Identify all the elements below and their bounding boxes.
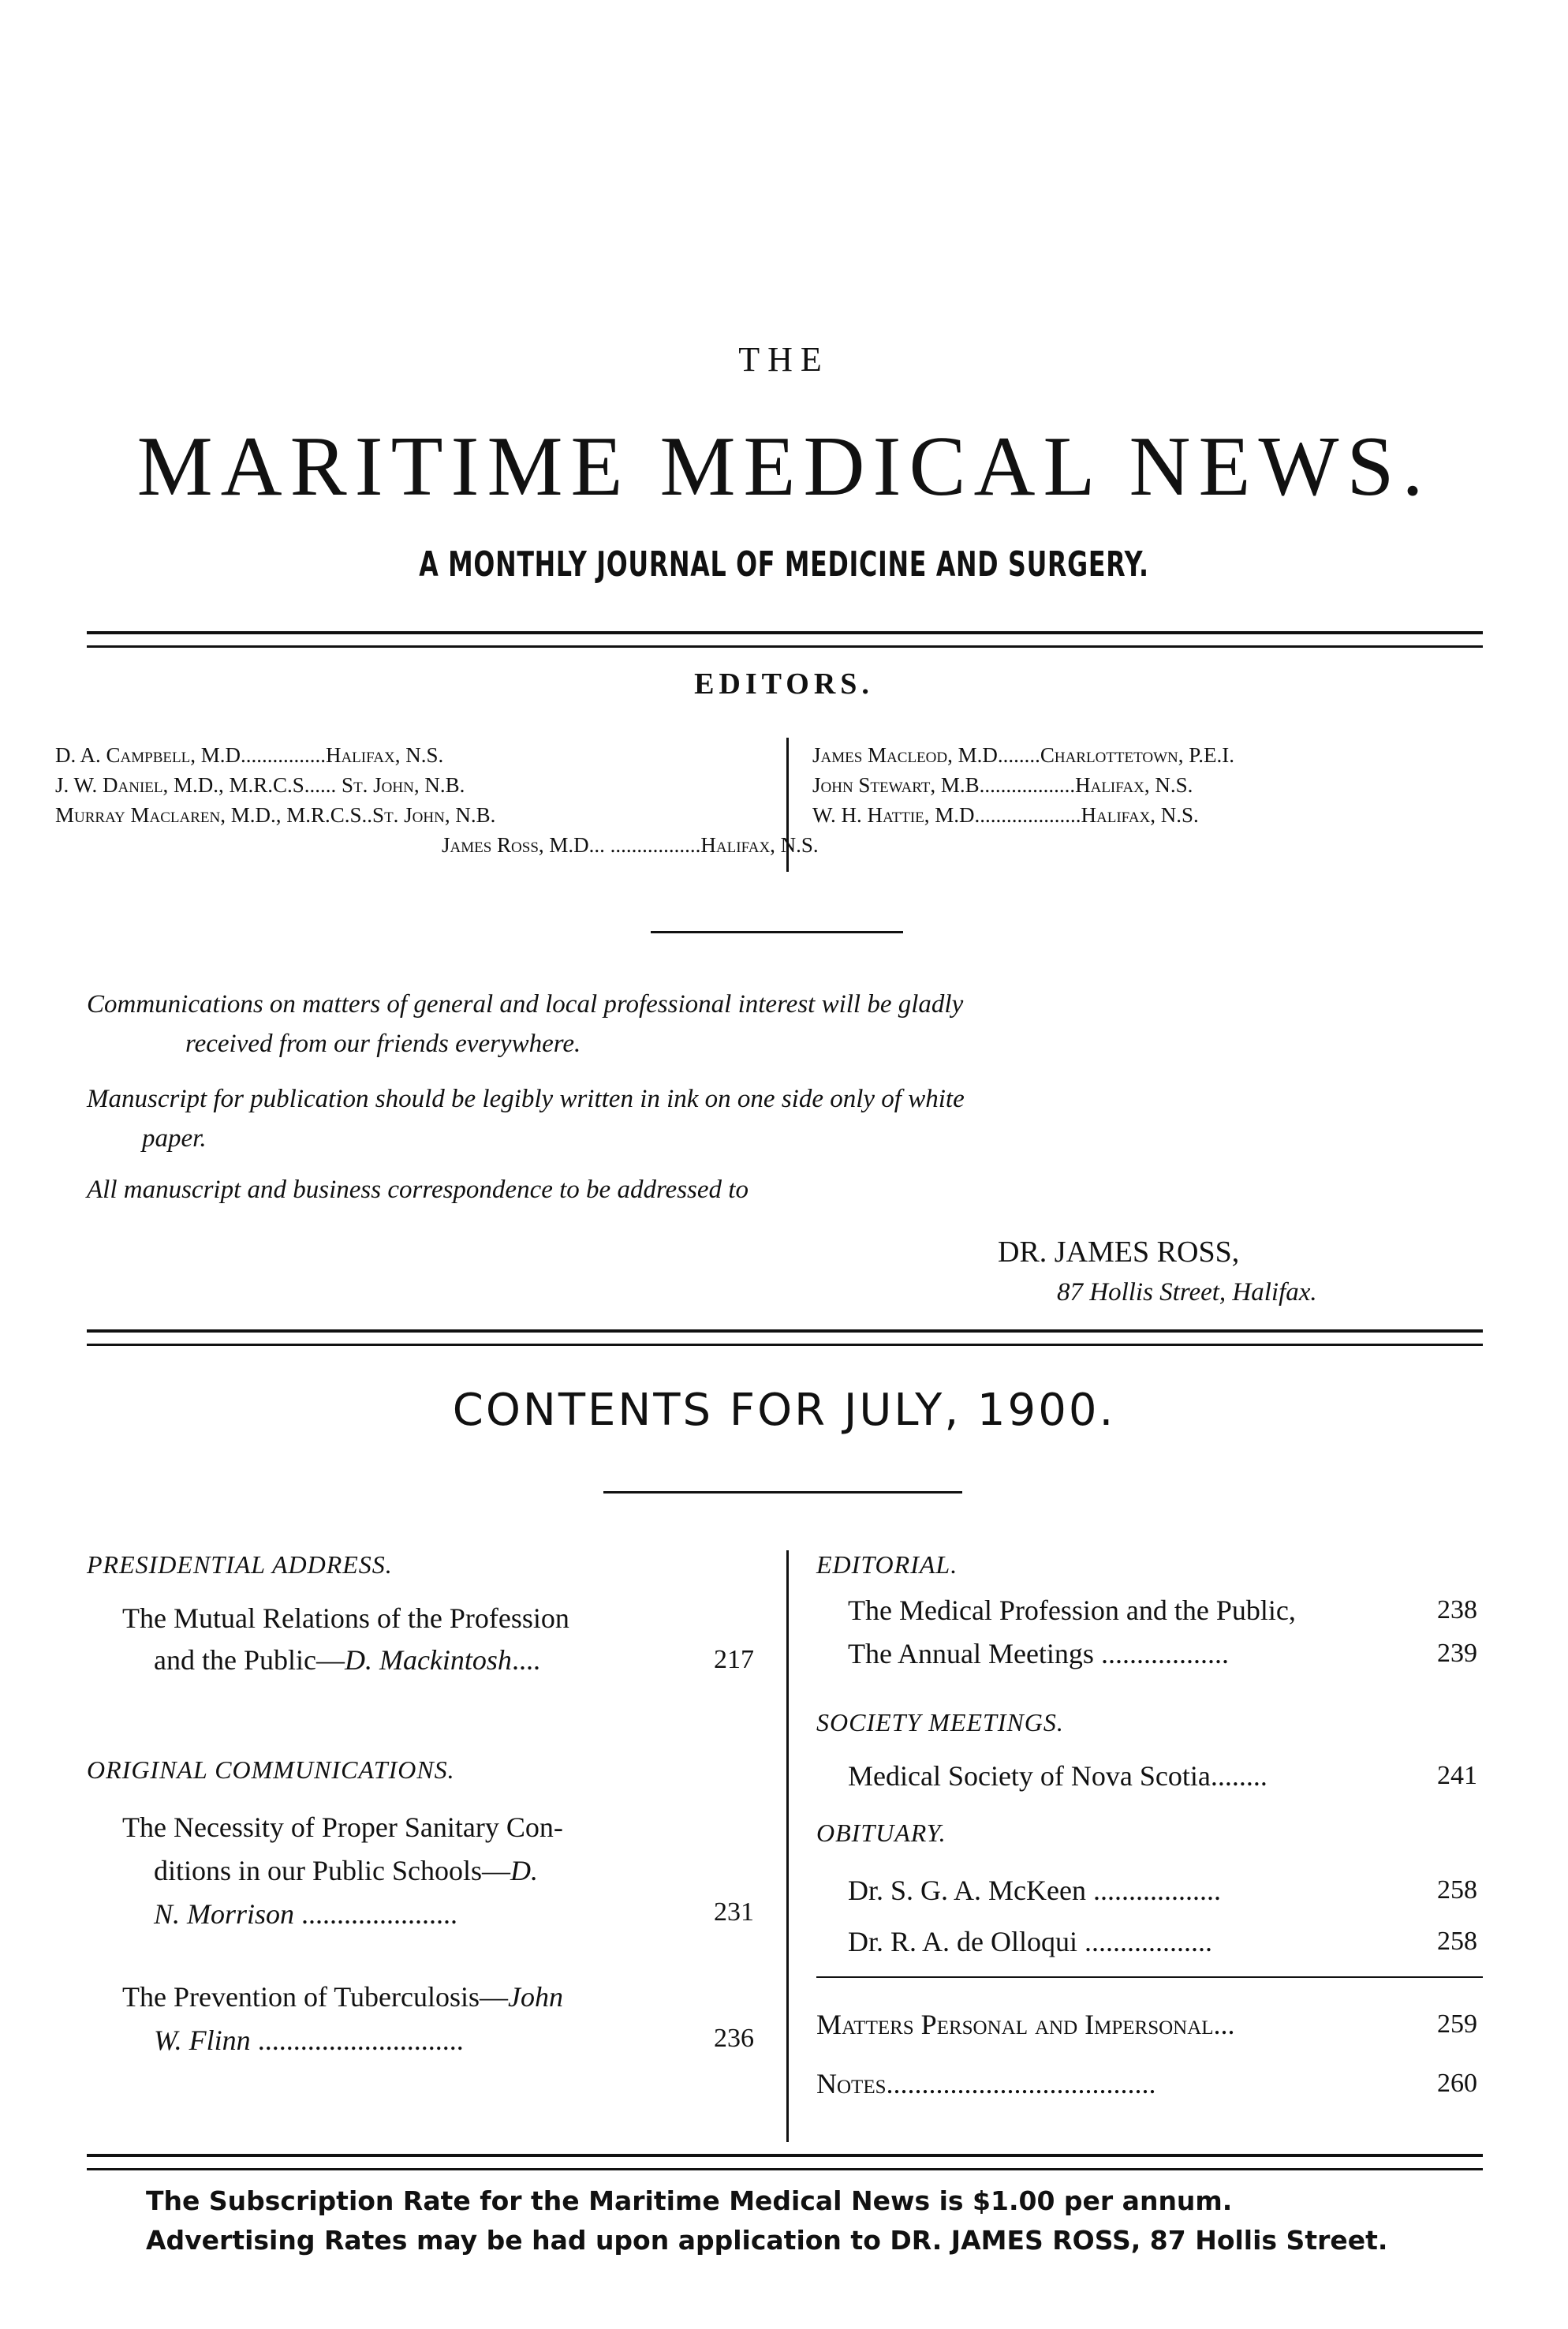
- toc-entry-author: John: [507, 1981, 563, 2013]
- toc-entry-author: D.: [510, 1855, 539, 1886]
- section-editorial: EDITORIAL.: [816, 1550, 958, 1579]
- toc-entry-text: and the Public—: [154, 1644, 345, 1676]
- toc-page-236: 236: [714, 2024, 754, 2053]
- toc-entry-tuberculosis-line1: [122, 1980, 563, 2013]
- toc-page-241: 241: [1437, 1761, 1477, 1790]
- contents-short-rule: [603, 1491, 962, 1493]
- toc-entry-author: N. Morrison: [154, 1898, 295, 1930]
- masthead-the: THE: [738, 340, 830, 379]
- section-obituary: OBITUARY.: [816, 1819, 946, 1847]
- section-original-communications: ORIGINAL COMMUNICATIONS.: [87, 1755, 455, 1784]
- toc-entry-matters-personal: Matters Personal and Impersonal...: [816, 2009, 1235, 2040]
- toc-page-260: 260: [1437, 2069, 1477, 2098]
- toc-entry-mckeen: Dr. S. G. A. McKeen ..................: [848, 1875, 1221, 1906]
- toc-entry-dots: .............................: [257, 2024, 464, 2056]
- manuscript-line-1b: paper.: [142, 1124, 207, 1153]
- manuscript-line-1: Manuscript for publication should be legibly written in ink on one side only of white: [87, 1085, 965, 1113]
- section-presidential-address: PRESIDENTIAL ADDRESS.: [87, 1550, 393, 1579]
- contents-column-divider: [786, 1550, 789, 2142]
- editor-left-3: Murray Maclaren, M.D., M.R.C.S..St. John, N.B.: [55, 803, 496, 827]
- editor-bottom: James Ross, M.D... .................Halifax, N.S.: [442, 833, 819, 857]
- toc-entry-dots: ....: [511, 1644, 540, 1676]
- toc-entry-dots: ......................: [301, 1898, 458, 1930]
- toc-page-258a: 258: [1437, 1875, 1477, 1905]
- editor-right-2: John Stewart, M.B..................Halifax, N.S.: [812, 773, 1193, 797]
- toc-entry-author: W. Flinn: [154, 2024, 251, 2056]
- toc-entry-mutual-relations-line2: [154, 1643, 540, 1677]
- editor-left-1: D. A. Campbell, M.D................Halifax, N.S.: [55, 743, 444, 767]
- contents-heading: CONTENTS FOR JULY, 1900.: [452, 1385, 1116, 1436]
- toc-entry-tuberculosis-line2: [154, 2024, 464, 2057]
- toc-entry-sanitary-line2: [154, 1854, 538, 1887]
- toc-entry-notes: Notes......................................: [816, 2068, 1156, 2099]
- subscription-rate: The Subscription Rate for the Maritime Medical News is $1.00 per annum.: [146, 2185, 1233, 2216]
- journal-subtitle: A MONTHLY JOURNAL OF MEDICINE AND SURGERY.: [419, 544, 1149, 585]
- advertising-rates: Advertising Rates may be had upon application to DR. JAMES ROSS, 87 Hollis Street.: [146, 2225, 1388, 2256]
- toc-page-239: 239: [1437, 1639, 1477, 1668]
- contents-double-rule: [87, 1329, 1483, 1346]
- toc-entry-sanitary-line1: The Necessity of Proper Sanitary Con-: [122, 1811, 563, 1843]
- toc-entry-author: D. Mackintosh: [344, 1644, 512, 1676]
- toc-entry-text: The Prevention of Tuberculosis—: [122, 1981, 508, 2013]
- masthead-double-rule: [87, 631, 1483, 648]
- contact-address: 87 Hollis Street, Halifax.: [1057, 1278, 1317, 1307]
- toc-entry-sanitary-line3: [154, 1897, 457, 1931]
- toc-entry-text: ditions in our Public Schools—: [154, 1855, 511, 1886]
- correspondence-line: All manuscript and business correspondence to be addressed to: [87, 1176, 749, 1204]
- toc-page-259: 259: [1437, 2009, 1477, 2039]
- toc-entry-olloqui: Dr. R. A. de Olloqui ..................: [848, 1926, 1213, 1957]
- contact-name: DR. JAMES ROSS,: [998, 1236, 1240, 1269]
- toc-entry-annual-meetings: The Annual Meetings ..................: [848, 1638, 1229, 1669]
- toc-entry-mutual-relations-line1: The Mutual Relations of the Profession: [122, 1602, 569, 1634]
- editor-left-2: J. W. Daniel, M.D., M.R.C.S...... St. John, N.B.: [55, 773, 465, 797]
- toc-page-217: 217: [714, 1645, 754, 1674]
- footer-double-rule: [87, 2154, 1483, 2170]
- toc-right-rule: [816, 1976, 1483, 1978]
- editor-right-3: W. H. Hattie, M.D....................Halifax, N.S.: [812, 803, 1199, 827]
- editors-short-rule: [651, 931, 903, 933]
- toc-entry-medical-society-nova-scotia: Medical Society of Nova Scotia........: [848, 1760, 1267, 1792]
- toc-entry-medical-profession: The Medical Profession and the Public,: [848, 1594, 1296, 1626]
- communications-line-1b: received from our friends everywhere.: [185, 1030, 581, 1058]
- toc-page-258b: 258: [1437, 1927, 1477, 1956]
- section-society-meetings: SOCIETY MEETINGS.: [816, 1708, 1064, 1736]
- communications-line-1: Communications on matters of general and local professional interest will be gladly: [87, 990, 964, 1019]
- toc-page-231: 231: [714, 1897, 754, 1927]
- toc-page-238: 238: [1437, 1595, 1477, 1624]
- editors-heading: EDITORS.: [694, 667, 874, 701]
- journal-title: MARITIME MEDICAL NEWS.: [136, 420, 1432, 514]
- editor-right-1: James Macleod, M.D........Charlottetown, P.E.I.: [812, 743, 1235, 767]
